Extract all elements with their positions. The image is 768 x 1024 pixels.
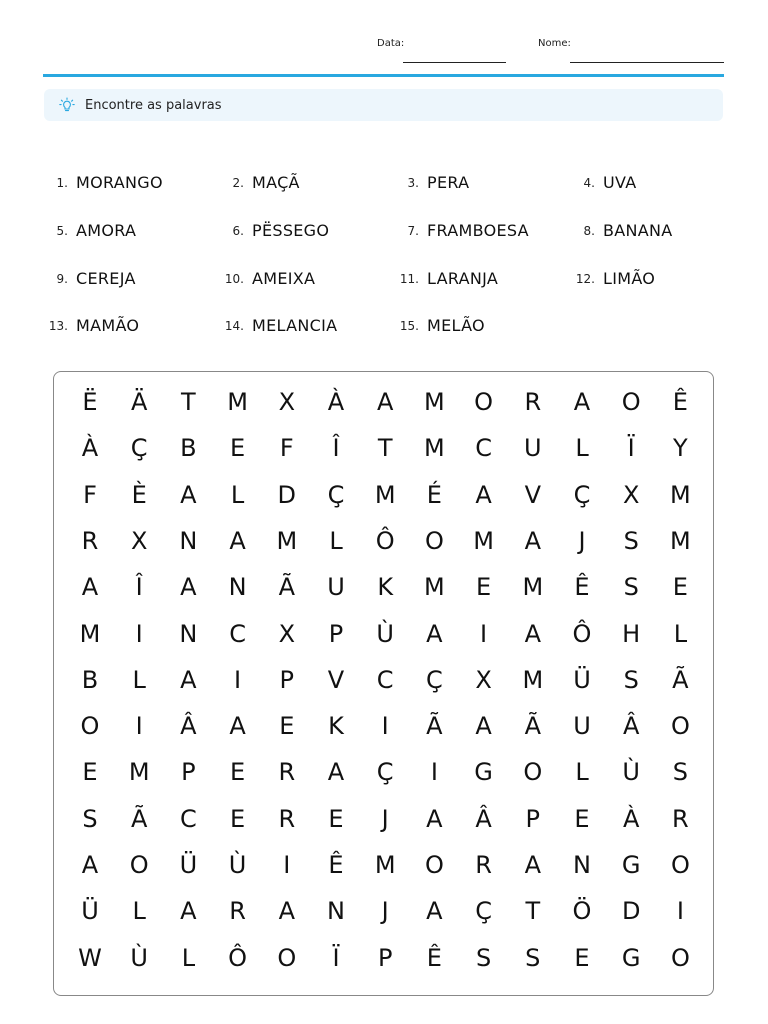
grid-letter[interactable]: È	[131, 480, 147, 509]
grid-letter[interactable]: Ã	[278, 573, 295, 602]
grid-letter[interactable]: A	[180, 573, 197, 602]
grid-letter[interactable]: L	[132, 665, 146, 694]
grid-letter[interactable]: M	[522, 573, 544, 602]
grid-letter[interactable]: O	[621, 388, 641, 416]
word-search-grid	[53, 371, 714, 996]
grid-letter[interactable]: K	[328, 712, 344, 741]
grid-letter[interactable]: C	[475, 434, 492, 463]
grid-letter[interactable]: K	[377, 573, 394, 602]
grid-letter[interactable]: I	[480, 619, 488, 648]
grid-letter[interactable]: E	[230, 758, 246, 787]
word-list-item	[56, 173, 163, 192]
grid-letter[interactable]: Ù	[130, 943, 148, 972]
grid-letter[interactable]: M	[276, 526, 298, 555]
grid-letter[interactable]: Â	[475, 804, 492, 833]
grid-letter[interactable]: X	[278, 388, 296, 416]
grid-letter[interactable]: Ô	[228, 943, 248, 972]
word-list-item	[224, 269, 316, 288]
grid-letter[interactable]: S	[623, 665, 639, 694]
grid-letter[interactable]: V	[524, 480, 541, 509]
grid-letter[interactable]: E	[476, 573, 492, 602]
grid-letter[interactable]: M	[670, 480, 691, 509]
grid-letter[interactable]: E	[230, 434, 246, 463]
grid-letter[interactable]: O	[424, 851, 444, 879]
grid-letter[interactable]: I	[135, 712, 143, 741]
word-text: PËSSEGO	[252, 221, 330, 240]
grid-letter[interactable]: Ã	[130, 804, 148, 833]
word-number: 8.	[583, 224, 595, 238]
grid-letter[interactable]: C	[376, 665, 394, 694]
word-list-item	[48, 316, 140, 335]
word-list-item	[399, 269, 499, 288]
grid-letter[interactable]: M	[374, 480, 396, 509]
grid-letter[interactable]: I	[430, 758, 438, 787]
grid-letter[interactable]: Ä	[130, 388, 148, 416]
grid-letter[interactable]: B	[180, 434, 197, 463]
grid-letter[interactable]: J	[381, 804, 389, 833]
grid-letter[interactable]: U	[524, 434, 542, 463]
grid-letter[interactable]: Ã	[672, 665, 689, 694]
grid-letter[interactable]: Y	[673, 434, 688, 463]
grid-letter[interactable]: D	[621, 897, 641, 926]
date-label: Data:	[377, 38, 405, 49]
grid-letter[interactable]: A	[327, 758, 345, 787]
grid-letter[interactable]: M	[79, 619, 101, 648]
grid-letter[interactable]: Ô	[572, 619, 592, 648]
grid-letter[interactable]: A	[426, 897, 443, 926]
grid-letter[interactable]: O	[670, 712, 690, 741]
grid-letter[interactable]: M	[670, 526, 691, 555]
grid-letter[interactable]: V	[327, 665, 345, 694]
grid-letter[interactable]: A	[426, 804, 443, 833]
grid-letter[interactable]: L	[329, 526, 343, 555]
grid-letter[interactable]: Ü	[179, 851, 198, 879]
grid-letter[interactable]: T	[377, 434, 393, 463]
grid-letter[interactable]: A	[376, 388, 394, 416]
grid-letter[interactable]: N	[573, 851, 591, 879]
grid-letter[interactable]: A	[180, 897, 197, 926]
word-list-item	[399, 316, 485, 335]
grid-letter[interactable]: T	[181, 388, 196, 416]
grid-letter[interactable]: M	[473, 526, 494, 555]
grid-letter[interactable]: U	[327, 573, 345, 602]
grid-letter[interactable]: M	[128, 758, 150, 787]
word-text: LIMÃO	[603, 269, 656, 288]
grid-letter[interactable]: E	[279, 712, 295, 741]
grid-letter[interactable]: À	[327, 388, 345, 416]
grid-letter[interactable]: I	[283, 851, 291, 879]
grid-letter[interactable]: W	[78, 943, 102, 972]
grid-letter[interactable]: M	[374, 851, 396, 879]
word-list-item	[232, 173, 300, 192]
word-number: 14.	[224, 319, 244, 333]
word-number: 12.	[575, 272, 595, 286]
word-number: 7.	[407, 224, 419, 238]
grid-letter[interactable]: Ç	[573, 480, 591, 509]
grid-letter[interactable]: E	[328, 804, 344, 833]
grid-letter[interactable]: T	[525, 897, 541, 926]
grid-letter[interactable]: J	[578, 526, 586, 555]
grid-letter[interactable]: Ê	[426, 943, 442, 972]
name-label: Nome:	[538, 38, 571, 49]
grid-letter[interactable]: O	[670, 851, 690, 879]
word-text: UVA	[603, 173, 637, 192]
word-list-item	[56, 269, 136, 288]
grid-letter[interactable]: C	[180, 804, 197, 833]
grid-letter[interactable]: Ù	[376, 619, 394, 648]
word-number: 11.	[399, 272, 419, 286]
word-list-item	[232, 221, 330, 240]
word-list-item	[407, 221, 529, 240]
grid-letter[interactable]: Ô	[375, 526, 395, 555]
grid-letter[interactable]: G	[474, 758, 493, 787]
grid-letter[interactable]: R	[475, 851, 492, 879]
grid-letter[interactable]: M	[424, 434, 445, 463]
grid-letter[interactable]: A	[180, 665, 197, 694]
grid-letter[interactable]: Î	[135, 573, 143, 602]
grid-letter[interactable]: I	[234, 665, 242, 694]
grid-letter[interactable]: L	[575, 758, 589, 787]
grid-letter[interactable]: R	[229, 897, 246, 926]
grid-letter[interactable]: Ã	[426, 712, 443, 741]
grid-letter[interactable]: Ù	[622, 758, 640, 787]
grid-letter[interactable]: O	[424, 526, 444, 555]
grid-letter[interactable]: E	[230, 804, 246, 833]
grid-letter[interactable]: M	[424, 388, 445, 416]
word-text: AMEIXA	[252, 269, 316, 288]
grid-letter[interactable]: Ï	[627, 434, 635, 463]
word-number: 9.	[56, 272, 68, 286]
word-number: 10.	[224, 272, 244, 286]
grid-letter[interactable]: A	[475, 712, 492, 741]
grid-letter[interactable]: U	[573, 712, 591, 741]
grid-letter[interactable]: B	[81, 665, 99, 694]
grid-letter[interactable]: E	[574, 943, 590, 972]
grid-letter[interactable]: O	[474, 388, 494, 416]
grid-letter[interactable]: P	[181, 758, 196, 787]
word-number: 4.	[583, 176, 595, 190]
grid-letter[interactable]: S	[672, 758, 688, 787]
word-text: MAÇÃ	[252, 173, 300, 192]
word-list-item	[224, 316, 338, 335]
grid-letter[interactable]: Ù	[228, 851, 247, 879]
grid-letter[interactable]: L	[575, 434, 589, 463]
grid-letter[interactable]: H	[622, 619, 641, 648]
grid-letter[interactable]: A	[229, 526, 246, 555]
grid-letter[interactable]: Ç	[426, 665, 443, 694]
grid-letter[interactable]: R	[524, 388, 542, 416]
grid-letter[interactable]: M	[227, 388, 248, 416]
word-text: BANANA	[603, 221, 673, 240]
grid-letter[interactable]: Â	[180, 712, 197, 741]
grid-letter[interactable]: N	[179, 526, 198, 555]
grid-letter[interactable]: F	[83, 480, 97, 509]
grid-letter[interactable]: O	[277, 943, 297, 972]
grid-letter[interactable]: Ü	[81, 897, 99, 926]
word-list-item	[583, 221, 673, 240]
grid-letter[interactable]: A	[524, 619, 541, 648]
grid-letter[interactable]: A	[426, 619, 443, 648]
grid-letter[interactable]: A	[475, 480, 492, 509]
grid-letter[interactable]: A	[81, 573, 99, 602]
word-list-item	[407, 173, 470, 192]
grid-letter[interactable]: A	[229, 712, 246, 741]
word-text: MORANGO	[76, 173, 163, 192]
grid-letter[interactable]: I	[676, 897, 684, 926]
grid-letter[interactable]: É	[426, 480, 442, 509]
grid-letter[interactable]: Â	[622, 712, 640, 741]
word-number: 6.	[232, 224, 244, 238]
grid-letter[interactable]: D	[277, 480, 297, 509]
word-text: AMORA	[76, 221, 137, 240]
grid-letter[interactable]: R	[81, 526, 99, 555]
grid-letter[interactable]: Ê	[574, 573, 590, 602]
grid-letter[interactable]: F	[279, 434, 294, 463]
word-text: MAMÃO	[76, 316, 140, 335]
grid-letter[interactable]: Ï	[332, 943, 340, 972]
grid-letter[interactable]: S	[525, 943, 541, 972]
grid-letter[interactable]: P	[328, 619, 344, 648]
grid-letter[interactable]: I	[135, 619, 143, 648]
grid-letter[interactable]: Ê	[328, 851, 344, 879]
grid-letter[interactable]: L	[181, 943, 196, 972]
grid-letter[interactable]: A	[81, 851, 99, 879]
grid-letter[interactable]: E	[82, 758, 98, 787]
word-number: 13.	[48, 319, 68, 333]
grid-letter[interactable]: S	[82, 804, 98, 833]
grid-letter[interactable]: P	[525, 804, 541, 833]
grid-letter[interactable]: R	[278, 804, 296, 833]
grid-letter[interactable]: O	[523, 758, 543, 787]
grid-letter[interactable]: Ë	[82, 388, 98, 416]
grid-letter[interactable]: Ç	[475, 897, 492, 926]
grid-letter[interactable]: A	[573, 388, 591, 416]
grid-letter[interactable]: Ç	[327, 480, 345, 509]
grid-letter[interactable]: A	[524, 526, 541, 555]
grid-letter[interactable]: L	[230, 480, 245, 509]
grid-letter[interactable]: A	[180, 480, 197, 509]
grid-letter[interactable]: O	[129, 851, 149, 879]
grid-letter[interactable]: Ç	[376, 758, 394, 787]
grid-letter[interactable]: À	[622, 804, 640, 833]
grid-letter[interactable]: E	[574, 804, 590, 833]
word-text: PERA	[427, 173, 470, 192]
grid-letter[interactable]: X	[278, 619, 296, 648]
grid-letter[interactable]: N	[228, 573, 247, 602]
word-number: 15.	[399, 319, 419, 333]
word-list-item	[583, 173, 637, 192]
grid-letter[interactable]: S	[623, 526, 639, 555]
grid-letter[interactable]: E	[672, 573, 688, 602]
word-text: CEREJA	[76, 269, 136, 288]
word-text: LARANJA	[427, 269, 499, 288]
grid-letter[interactable]: A	[278, 897, 295, 926]
grid-letter[interactable]: R	[278, 758, 296, 787]
word-number: 1.	[56, 176, 68, 190]
grid-letter[interactable]: J	[381, 897, 389, 926]
grid-letter[interactable]: P	[279, 665, 295, 694]
grid-letter[interactable]: Ê	[672, 388, 688, 416]
grid-letter[interactable]: G	[621, 851, 641, 879]
grid-letter[interactable]: G	[621, 943, 641, 972]
grid-letter[interactable]: R	[672, 804, 689, 833]
grid-letter[interactable]: Ã	[524, 712, 541, 741]
grid-letter[interactable]: X	[622, 480, 640, 509]
word-number: 2.	[232, 176, 244, 190]
grid-letter[interactable]: P	[377, 943, 393, 972]
grid-letter[interactable]: N	[327, 897, 345, 926]
grid-letter[interactable]: À	[81, 434, 99, 463]
grid-letter[interactable]: Ç	[130, 434, 148, 463]
grid-letter[interactable]: Ö	[572, 897, 592, 926]
word-number: 5.	[56, 224, 68, 238]
grid-letter[interactable]: S	[475, 943, 492, 972]
word-number: 3.	[407, 176, 419, 190]
grid-letter[interactable]: Ü	[573, 665, 591, 694]
banner-text: Encontre as palavras	[85, 97, 222, 113]
word-list-item	[56, 221, 137, 240]
grid-letter[interactable]: X	[130, 526, 148, 555]
grid-letter[interactable]: M	[522, 665, 544, 694]
word-list	[0, 0, 768, 360]
word-text: MELANCIA	[252, 316, 338, 335]
grid-letter[interactable]: L	[673, 619, 688, 648]
grid-letter[interactable]: C	[229, 619, 246, 648]
grid-letter[interactable]: N	[179, 619, 198, 648]
grid-letter[interactable]: L	[132, 897, 146, 926]
grid-letter[interactable]: S	[623, 573, 639, 602]
grid-letter[interactable]: O	[80, 712, 100, 741]
grid-letter[interactable]: X	[475, 665, 492, 694]
grid-letter[interactable]: O	[670, 943, 690, 972]
grid-letter[interactable]: Î	[332, 434, 340, 463]
word-text: FRAMBOESA	[427, 221, 529, 240]
grid-letter[interactable]: I	[381, 712, 389, 741]
grid-letter[interactable]: A	[524, 851, 541, 879]
grid-letter[interactable]: M	[424, 573, 445, 602]
word-list-item	[575, 269, 656, 288]
word-text: MELÃO	[427, 316, 485, 335]
